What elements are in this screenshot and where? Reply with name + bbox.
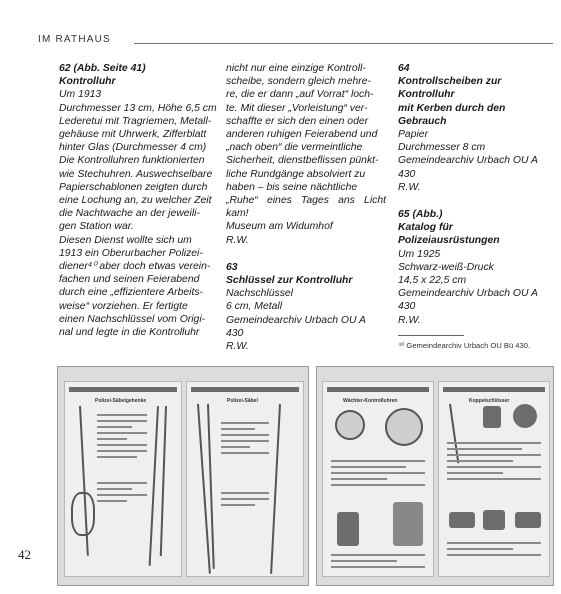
footnote: ⁴⁰ Gemeindearchiv Urbach OU Bü 430. — [398, 341, 531, 350]
text-line: Gemeindearchiv Urbach OU A — [398, 288, 538, 300]
catalog-photo-equipment — [316, 366, 554, 586]
catalog-page — [186, 381, 304, 577]
text-line: 430 — [398, 301, 416, 313]
sword-icon — [149, 406, 159, 566]
text-line: Gemeindearchiv Urbach OU A — [226, 314, 366, 326]
catalog-page — [64, 381, 182, 577]
catalog-page — [438, 381, 550, 577]
text-line: Sicherheit, dienstbeflissen pünkt- — [226, 155, 379, 167]
entry-62-heading: 62 (Abb. Seite 41) — [59, 63, 146, 74]
sword-icon — [270, 404, 281, 574]
sword-icon — [160, 406, 167, 556]
text-line: Gemeindearchiv Urbach OU A — [398, 155, 538, 167]
text-line: R.W. — [398, 181, 421, 193]
box-icon — [393, 502, 423, 546]
page-banner — [191, 387, 299, 392]
text-line: wie Stechuhren. Auswechselbare — [59, 168, 213, 180]
running-header-title: IM RATHAUS — [38, 34, 111, 45]
catalog-photo-swords — [57, 366, 309, 586]
entry-64-heading: 64 — [398, 63, 410, 74]
catalog-page-title: Polizei-Säbelgehenke — [95, 398, 147, 404]
text-line: haben – bis seine nächtliche — [226, 181, 358, 193]
catalog-page — [322, 381, 434, 577]
text-line: Die Kontrolluhren funktionierten — [59, 155, 205, 167]
text-line: „Ruhe“ eines Tages ans Licht kam! — [226, 195, 386, 220]
catalog-text-block — [97, 482, 147, 506]
catalog-page-title: Wächter-Kontrolluhren — [343, 398, 398, 404]
column-3 — [398, 62, 548, 327]
text-line: R.W. — [226, 234, 249, 246]
catalog-text-block — [221, 492, 269, 510]
text-line: diener⁴⁰ aber doch etwas verein- — [59, 261, 211, 273]
text-line: anderen ruhigen Feierabend und — [226, 129, 378, 141]
text-line: Diesen Dienst wollte sich um — [59, 234, 192, 246]
belt-loop-icon — [71, 492, 95, 536]
catalog-page-title: Polizei-Säbel — [227, 398, 258, 404]
text-line: durch eine „effizientere Arbeits- — [59, 287, 203, 299]
entry-64-title-line: Kontrollscheiben zur Kontrolluhr — [398, 76, 502, 101]
spacer — [398, 194, 548, 208]
text-line: „nach oben“ die vermeintliche — [226, 142, 363, 154]
buckle-icon — [483, 510, 505, 530]
column-1 — [59, 62, 221, 339]
text-line: 430 — [226, 327, 244, 339]
entry-64-title-line: mit Kerben durch den Gebrauch — [398, 102, 506, 127]
holster-icon — [483, 406, 501, 428]
catalog-text-block — [331, 460, 425, 490]
page-banner — [327, 387, 429, 392]
text-line: gen Station war. — [59, 221, 134, 233]
text-line: Papierschablonen zeigten durch — [59, 181, 208, 193]
page-number: 42 — [18, 547, 31, 562]
text-line: gehäuse mit Uhrwerk, Zifferblatt — [59, 129, 207, 141]
text-line: hinter Glas (Durchmesser 4 cm) — [59, 142, 207, 154]
spacer — [226, 247, 386, 261]
text-line: schaffte er sich den einen oder — [226, 115, 369, 127]
text-line: R.W. — [226, 341, 249, 353]
buckle-icon — [449, 512, 475, 528]
text-line: Nachschlüssel — [226, 288, 293, 300]
text-line: Lederetui mit Tragriemen, Metall- — [59, 115, 212, 127]
catalog-text-block — [97, 414, 147, 462]
text-line: nal und legte in die Kontrolluhr — [59, 327, 200, 339]
entry-63-title: Schlüssel zur Kontrolluhr — [226, 275, 353, 287]
text-line: re, die er dann „auf Vorrat“ loch- — [226, 89, 374, 101]
running-header — [38, 34, 553, 50]
column-2 — [226, 62, 386, 353]
catalog-text-block — [447, 542, 541, 560]
text-line: nicht nur eine einzige Kontroll- — [226, 63, 366, 74]
belt-icon — [513, 404, 537, 428]
catalog-text-block — [331, 554, 425, 572]
catalog-text-block — [447, 442, 541, 484]
text-line: die Nachtwache an der jeweili- — [59, 208, 200, 220]
catalog-page-title: Koppelschlösser — [469, 398, 510, 404]
footnote-rule — [398, 335, 464, 336]
lantern-icon — [337, 512, 359, 546]
header-rule — [134, 43, 553, 44]
entry-62-title: Kontrolluhr — [59, 76, 116, 88]
text-line: eine Lochung an, zu welcher Zeit — [59, 195, 212, 207]
text-line: fachen und seinen Feierabend — [59, 274, 200, 286]
entry-65-title: Katalog für Polizeiausrüstungen — [398, 222, 500, 247]
text-line: scheibe, sondern gleich mehre- — [226, 76, 371, 88]
catalog-text-block — [221, 422, 269, 458]
text-line: Um 1925 — [398, 248, 441, 260]
text-line: R.W. — [398, 314, 421, 326]
text-line: einen Nachschlüssel vom Origi- — [59, 313, 206, 325]
text-line: Museum am Widumhof — [226, 221, 333, 233]
text-line: Durchmesser 13 cm, Höhe 6,5 cm — [59, 102, 217, 114]
page-banner — [443, 387, 545, 392]
text-line: te. Mit dieser „Vorleistung“ ver- — [226, 102, 368, 114]
text-line: 1913 ein Oberurbacher Polizei- — [59, 247, 203, 259]
page-banner — [69, 387, 177, 392]
text-line: 6 cm, Metall — [226, 301, 283, 313]
text-line: liche Rundgänge absolviert zu — [226, 168, 366, 180]
text-line: 430 — [398, 168, 416, 180]
buckle-icon — [515, 512, 541, 528]
text-line: Um 1913 — [59, 89, 102, 101]
text-line: Papier — [398, 129, 429, 141]
watch-clock-icon — [385, 408, 423, 446]
text-line: Schwarz-weiß-Druck — [398, 261, 494, 273]
text-line: weise“ vorziehen. Er fertigte — [59, 300, 188, 312]
entry-65-heading: 65 (Abb.) — [398, 209, 443, 221]
text-line: 14,5 x 22,5 cm — [398, 275, 467, 287]
watch-clock-icon — [335, 410, 365, 440]
text-line: Durchmesser 8 cm — [398, 142, 486, 154]
entry-63-heading: 63 — [226, 261, 238, 273]
